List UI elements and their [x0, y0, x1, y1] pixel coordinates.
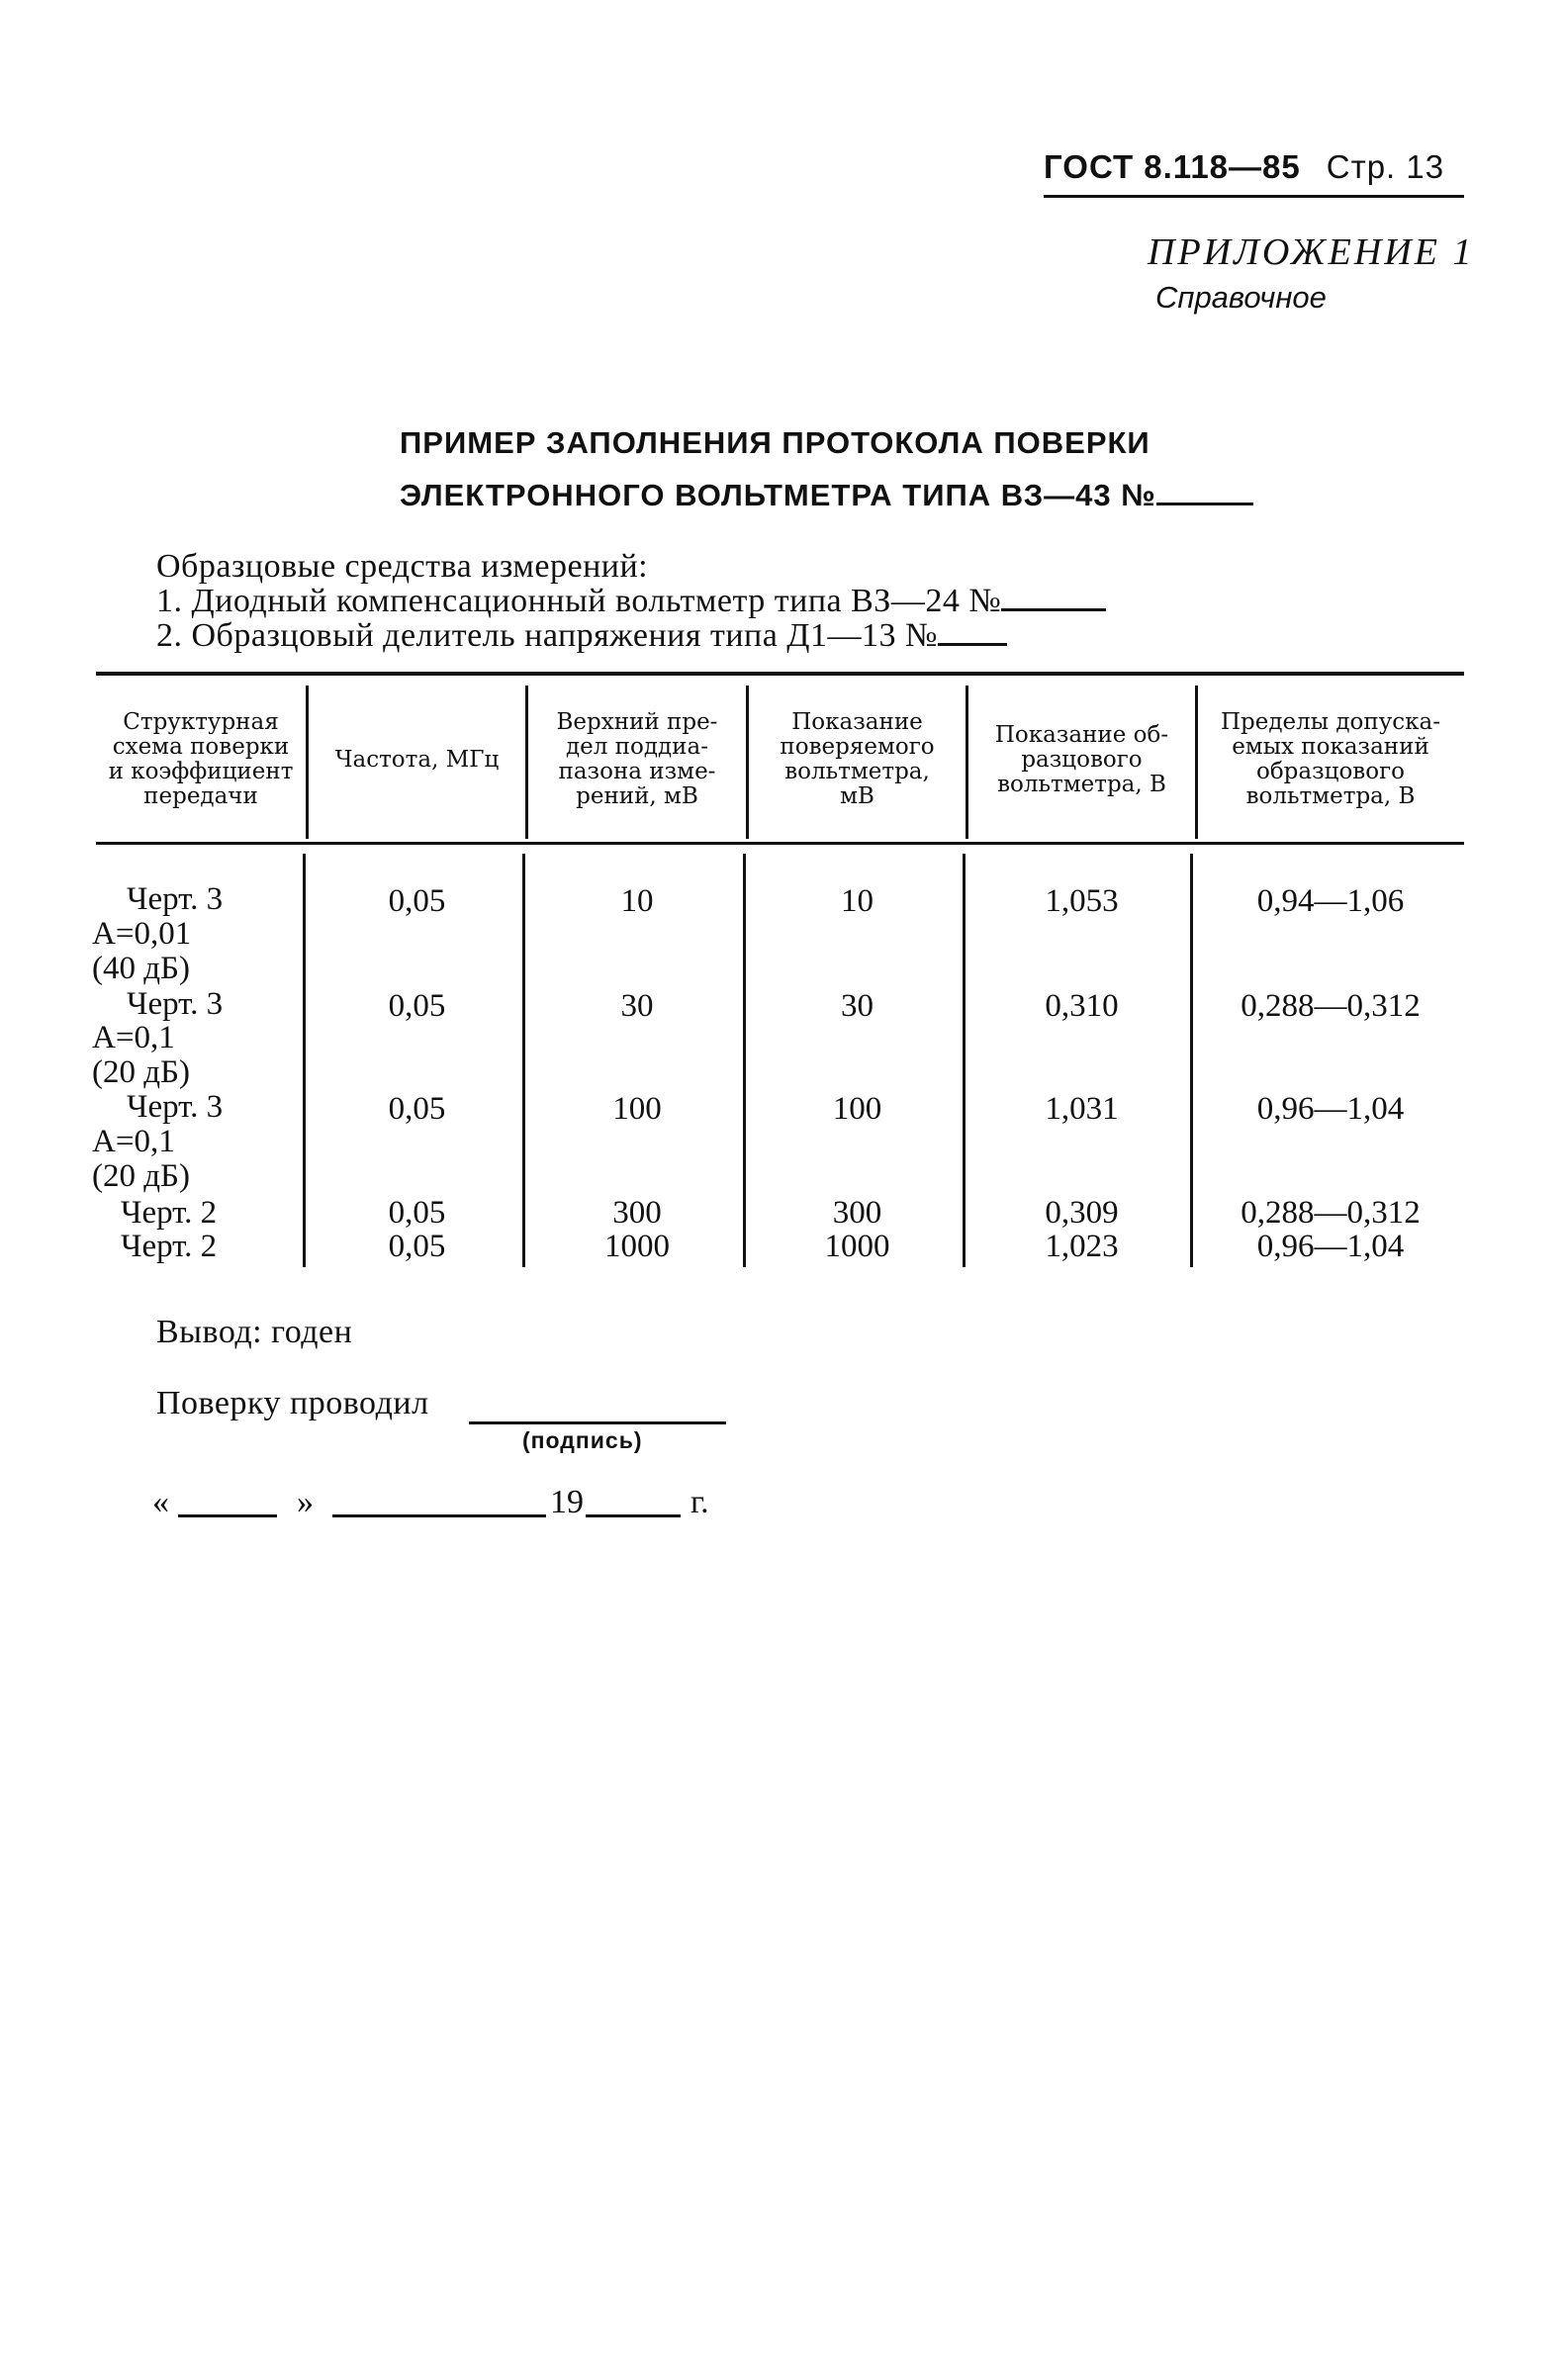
cell-tested-reading: 300	[832, 1195, 882, 1231]
cell-frequency: 0,05	[388, 883, 446, 919]
cell-tested-reading: 100	[832, 1091, 882, 1127]
table-header-rule	[96, 842, 1464, 845]
column-header-upper-limit: Верхний пре- дел поддиа- пазона изме- рений, мВ	[556, 709, 718, 809]
cell-upper-limit: 300	[612, 1195, 662, 1231]
column-divider	[303, 854, 306, 1267]
cell-scheme: (20 дБ)	[92, 1158, 190, 1194]
verified-by-label: Поверку проводил	[156, 1385, 429, 1421]
signature-line	[469, 1421, 726, 1424]
cell-frequency: 0,05	[388, 1229, 446, 1264]
cell-scheme: A=0,01	[92, 916, 192, 952]
instrument-number-blank	[1156, 473, 1253, 505]
serial-number-blank	[1001, 583, 1106, 611]
document-title-line-2-text: ЭЛЕКТРОННОГО ВОЛЬТМЕТРА ТИПА ВЗ—43 №	[400, 478, 1156, 512]
reference-instrument-item	[156, 617, 1007, 655]
cell-scheme: (40 дБ)	[92, 951, 190, 986]
column-header-scheme: Структурная схема поверки и коэффициент передачи	[108, 709, 294, 809]
cell-tested-reading: 1000	[824, 1229, 890, 1264]
table-top-rule	[96, 672, 1464, 676]
date-close-quote: »	[297, 1484, 314, 1520]
document-title-line-2	[400, 473, 1253, 513]
cell-scheme: Черт. 3	[127, 881, 224, 917]
cell-upper-limit: 1000	[604, 1229, 670, 1264]
date-year-prefix: 19	[550, 1484, 584, 1520]
column-header-frequency: Частота, МГц	[334, 746, 500, 773]
cell-tested-reading: 30	[841, 988, 874, 1024]
cell-reference-reading: 1,023	[1045, 1229, 1119, 1264]
cell-upper-limit: 30	[620, 988, 654, 1024]
signature-caption: (подпись)	[522, 1427, 643, 1453]
appendix-subtitle: Справочное	[1155, 280, 1327, 315]
gost-number: ГОСТ 8.118—85	[1044, 148, 1301, 185]
date-year-blank	[586, 1514, 681, 1517]
cell-frequency: 0,05	[388, 1195, 446, 1231]
cell-tolerance-limits: 0,96—1,04	[1256, 1229, 1405, 1264]
cell-reference-reading: 0,309	[1045, 1195, 1119, 1231]
page-number: Стр. 13	[1326, 148, 1445, 185]
page-header	[1044, 148, 1444, 186]
cell-upper-limit: 10	[620, 883, 654, 919]
cell-reference-reading: 0,310	[1045, 988, 1119, 1024]
cell-frequency: 0,05	[388, 988, 446, 1024]
cell-scheme: (20 дБ)	[92, 1054, 190, 1090]
date-month-blank	[332, 1514, 546, 1517]
cell-scheme: A=0,1	[92, 1124, 175, 1159]
column-header-reference-reading: Показание об- разцового вольтметра, В	[994, 721, 1169, 797]
cell-scheme: Черт. 2	[121, 1229, 218, 1264]
cell-scheme: Черт. 3	[127, 986, 224, 1022]
date-year-suffix: г.	[690, 1484, 709, 1520]
serial-number-blank	[938, 617, 1007, 646]
cell-frequency: 0,05	[388, 1091, 446, 1127]
reference-instrument-item	[156, 583, 1106, 620]
appendix-title: ПРИЛОЖЕНИЕ 1	[1148, 231, 1475, 273]
cell-tolerance-limits: 0,288—0,312	[1241, 988, 1421, 1024]
cell-scheme: A=0,1	[92, 1020, 175, 1055]
date-day-blank	[178, 1514, 277, 1517]
reference-instruments-heading: Образцовые средства измерений:	[156, 548, 649, 585]
conclusion: Вывод: годен	[156, 1314, 353, 1350]
cell-tested-reading: 10	[841, 883, 874, 919]
reference-instrument-item-text: 1. Диодный компенсационный вольтметр типа ВЗ—24 №	[156, 583, 1002, 619]
cell-reference-reading: 1,031	[1045, 1091, 1119, 1127]
document-title-line-1: ПРИМЕР ЗАПОЛНЕНИЯ ПРОТОКОЛА ПОВЕРКИ	[400, 425, 1150, 460]
column-header-tested-reading: Показание поверяемого вольтметра, мВ	[780, 709, 935, 809]
cell-tolerance-limits: 0,288—0,312	[1241, 1195, 1421, 1231]
cell-scheme: Черт. 2	[121, 1195, 218, 1231]
date-open-quote: «	[152, 1484, 169, 1520]
cell-upper-limit: 100	[612, 1091, 662, 1127]
cell-reference-reading: 1,053	[1045, 883, 1119, 919]
cell-tolerance-limits: 0,94—1,06	[1256, 883, 1405, 919]
cell-scheme: Черт. 3	[127, 1089, 224, 1125]
reference-instrument-item-text: 2. Образцовый делитель напряжения типа Д1—13 №	[156, 617, 938, 654]
cell-tolerance-limits: 0,96—1,04	[1256, 1091, 1405, 1127]
header-rule	[1044, 195, 1464, 198]
column-header-tolerance-limits: Пределы допуска- емых показаний образцового вольтметра, В	[1220, 709, 1440, 809]
